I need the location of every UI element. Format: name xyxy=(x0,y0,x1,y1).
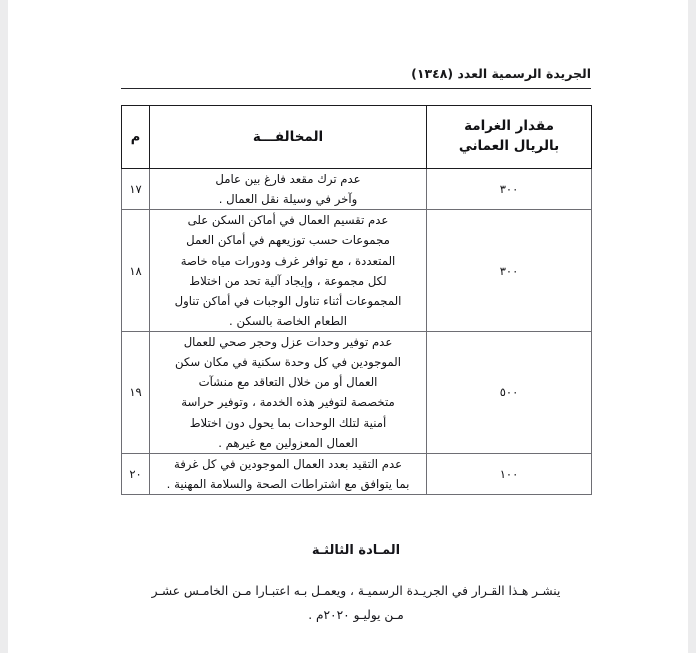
table-row xyxy=(122,332,592,454)
article-title: المـادة الثالثـة xyxy=(311,543,401,558)
violation-line: المجموعات أثناء تناول الوجبات في أماكن تناول xyxy=(174,293,402,308)
violation-line: وآخر في وسيلة نقل العمال . xyxy=(218,192,358,207)
running-header-text: الجريدة الرسمية العدد (١٣٤٨) xyxy=(411,66,591,81)
column-header-fine-line1: مقدار الغرامة xyxy=(464,118,554,135)
violation-line: العمال أو من خلال التعاقد مع منشآت xyxy=(198,375,378,390)
cell-fine: ٣٠٠ xyxy=(427,210,592,332)
paragraph-line: مـن يوليـو ٢٠٢٠م . xyxy=(308,607,404,622)
table-row xyxy=(122,169,592,210)
cell-number: ٢٠ xyxy=(122,453,150,494)
violation-line: المتعددة ، مع توافر غرف ودورات مياه خاصة xyxy=(180,253,396,268)
column-header-number: م xyxy=(122,106,150,169)
cell-fine: ٣٠٠ xyxy=(427,169,592,210)
cell-violation xyxy=(150,210,427,332)
violation-line: أمنية لتلك الوحدات بما يحول دون اختلاط xyxy=(189,415,387,430)
cell-violation xyxy=(150,332,427,454)
column-header-fine-line2: بالريال العماني xyxy=(458,138,560,154)
violation-line: بما يتوافق مع اشتراطات الصحة والسلامة المهنية . xyxy=(166,476,410,491)
violation-line: مجموعات حسب توزيعهم في أماكن العمل xyxy=(186,233,390,248)
document-page xyxy=(8,0,688,653)
article-paragraph xyxy=(121,580,591,628)
table-row xyxy=(122,453,592,494)
violation-line: متخصصة لتوفير هذه الخدمة ، وتوفير حراسة xyxy=(181,395,395,410)
violation-line: العمال المعزولين مع غيرهم . xyxy=(218,435,358,450)
cell-number: ١٧ xyxy=(122,169,150,210)
column-header-violation: المخالفـــة xyxy=(150,106,427,169)
cell-violation xyxy=(150,169,427,210)
table-row xyxy=(122,210,592,332)
violation-line: لكل مجموعة ، وإيجاد آلية تحد من اختلاط xyxy=(189,273,387,288)
cell-violation xyxy=(150,453,427,494)
violation-line: الطعام الخاصة بالسكن . xyxy=(229,313,347,328)
column-header-fine xyxy=(427,106,592,169)
table-header-row xyxy=(122,106,592,169)
violation-line: عدم تقسيم العمال في أماكن السكن على xyxy=(187,213,389,228)
paragraph-line: ينشـر هـذا القـرار في الجريـدة الرسميـة ، ويعمـل بـه اعتبـارا مـن الخامـس عشـر xyxy=(151,584,561,598)
violation-line: الموجودين في كل وحدة سكنية في مكان سكن xyxy=(175,355,401,370)
cell-number: ١٩ xyxy=(122,332,150,454)
violation-line: عدم توفير وحدات عزل وحجر صحي للعمال xyxy=(183,335,393,349)
violations-fines-table xyxy=(121,105,592,495)
violation-line: عدم ترك مقعد فارغ بين عامل xyxy=(215,172,361,186)
header-rule xyxy=(121,88,591,89)
violation-line: عدم التقيد بعدد العمال الموجودين في كل غرفة xyxy=(173,456,403,471)
cell-fine: ٥٠٠ xyxy=(427,332,592,454)
running-header xyxy=(121,63,591,82)
table-body xyxy=(122,169,592,495)
cell-fine: ١٠٠ xyxy=(427,453,592,494)
cell-number: ١٨ xyxy=(122,210,150,332)
